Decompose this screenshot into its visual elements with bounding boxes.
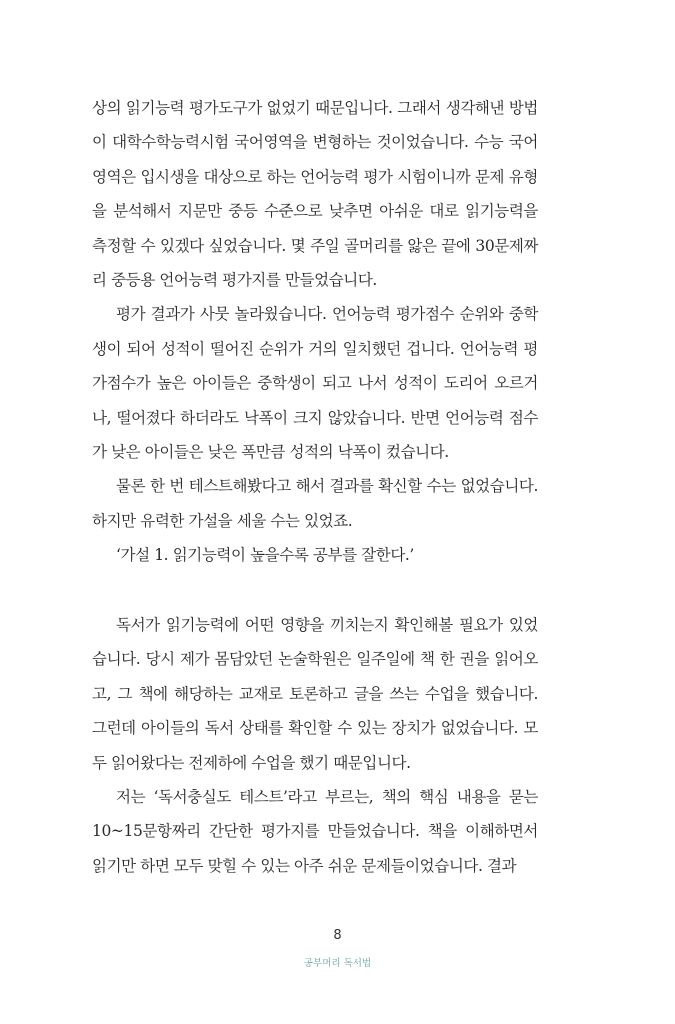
paragraph: 독서가 읽기능력에 어떤 영향을 끼치는지 확인해볼 필요가 있었습니다. 당시 제가 몸담았던 논술학원은 일주일에 책 한 권을 읽어오고, 그 책에 해당하는 교재로 토론하고 글을 쓰는 수업을 했습니다. 그런데 아이들의 독서 상태를 확인할 수 있는 장치가 없었습니다. 모두 읽어왔다는 전제하에 수업을 했기 때문입니다. bbox=[92, 616, 538, 772]
body-text-top bbox=[92, 91, 538, 573]
body-text-bottom bbox=[92, 608, 538, 883]
hypothesis-quote: ‘가설 1. 읽기능력이 높을수록 공부를 잘한다.’ bbox=[116, 546, 414, 565]
paragraph-continued: 상의 읽기능력 평가도구가 없었기 때문입니다. 그래서 생각해낸 방법이 대학수학능력시험 국어영역을 변형하는 것이었습니다. 수능 국어영역은 입시생을 대상으로 하는 언어능력 평가 시험이니까 문제 유형을 분석해서 지문만 중등 수준으로 낮추면 아쉬운 대로 읽기능력을 측정할 수 있겠다 싶었습니다. 몇 주일 골머리를 앓은 끝에 30문제짜리 중등용 언어능력 평가지를 만들었습니다. bbox=[92, 99, 538, 290]
paragraph: 평가 결과가 사뭇 놀라웠습니다. 언어능력 평가점수 순위와 중학생이 되어 성적이 떨어진 순위가 거의 일치했던 겁니다. 언어능력 평가점수가 높은 아이들은 중학생이 되고 나서 성적이 도리어 오르거나, 떨어졌다 하더라도 낙폭이 크지 않았습니다. 반면 언어능력 점수가 낮은 아이들은 낮은 폭만큼 성적의 낙폭이 컸습니다. bbox=[92, 305, 538, 462]
paragraph: 물론 한 번 테스트해봤다고 해서 결과를 확신할 수는 없었습니다. 하지만 유력한 가설을 세울 수는 있었죠. bbox=[92, 477, 538, 530]
page-number: 8 bbox=[333, 928, 342, 943]
running-footer-title: 공부머리 독서법 bbox=[303, 958, 372, 969]
paragraph: 저는 ‘독서충실도 테스트’라고 부르는, 책의 핵심 내용을 묻는 10~15문항짜리 간단한 평가지를 만들었습니다. 책을 이해하면서 읽기만 하면 모두 맞힐 수 있는 아주 쉬운 문제들이었습니다. 결과 bbox=[92, 788, 538, 875]
